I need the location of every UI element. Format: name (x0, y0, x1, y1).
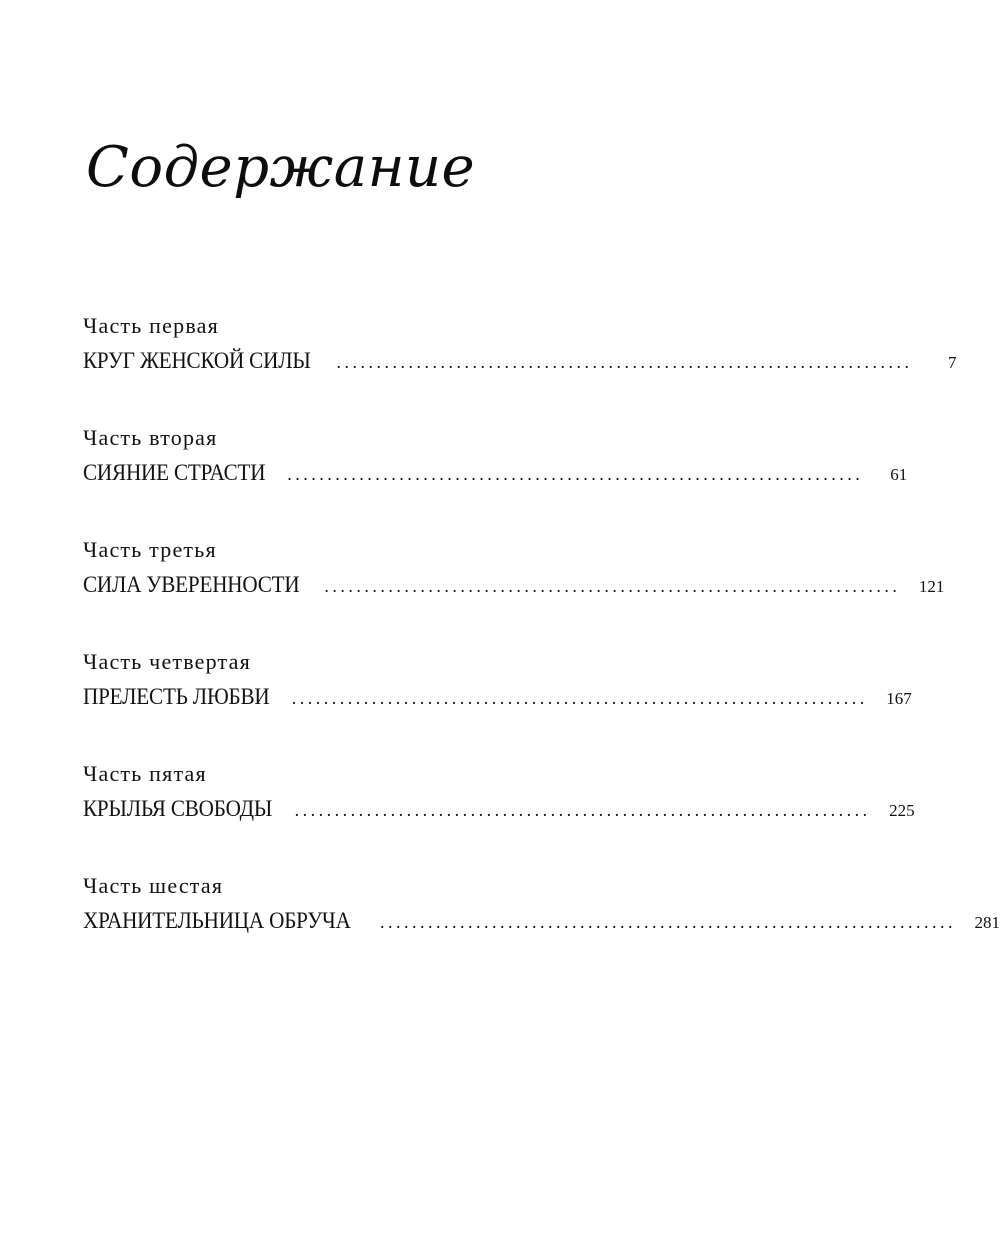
toc-title-row (83, 568, 945, 602)
page-title: Содержание (86, 135, 476, 200)
dot-leader: ........................................................................ (324, 576, 901, 596)
page-number: 225 (889, 801, 915, 820)
toc-title-row (83, 904, 1000, 938)
page-number: 281 (974, 913, 1000, 932)
entry-title: СИЯНИЕ СТРАСТИ (83, 460, 266, 485)
page-number: 167 (886, 689, 912, 708)
part-label: Часть четвертая (83, 649, 251, 674)
toc-entry[interactable] (83, 312, 957, 424)
dot-leader: ........................................................................ (379, 912, 956, 932)
toc-entry[interactable] (83, 872, 1000, 984)
part-label: Часть вторая (83, 425, 218, 450)
dot-leader: ........................................................................ (291, 688, 868, 708)
entry-title: ПРЕЛЕСТЬ ЛЮБВИ (83, 684, 270, 709)
entry-title: КРЫЛЬЯ СВОБОДЫ (83, 796, 273, 821)
part-label: Часть пятая (83, 761, 207, 786)
page-number: 61 (890, 465, 908, 484)
entry-title: СИЛА УВЕРЕННОСТИ (83, 572, 300, 597)
part-label: Часть шестая (83, 873, 224, 898)
dot-leader: ........................................................................ (287, 464, 864, 484)
table-of-contents (83, 312, 1000, 984)
page-number: 7 (947, 353, 957, 372)
entry-title: КРУГ ЖЕНСКОЙ СИЛЫ (83, 348, 311, 373)
page-number: 121 (918, 577, 945, 596)
part-label: Часть первая (83, 313, 219, 338)
toc-title-row (83, 680, 912, 714)
toc-title-row (83, 456, 908, 490)
entry-title: ХРАНИТЕЛЬНИЦА ОБРУЧА (83, 908, 351, 933)
toc-entry[interactable] (83, 648, 912, 760)
toc-entry[interactable] (83, 536, 945, 648)
toc-title-row (83, 792, 915, 826)
toc-entry[interactable] (83, 424, 908, 536)
part-label: Часть третья (83, 537, 217, 562)
toc-title-row (83, 344, 957, 378)
dot-leader: ........................................................................ (294, 800, 871, 820)
toc-entry[interactable] (83, 760, 915, 872)
dot-leader: ........................................................................ (336, 352, 913, 372)
